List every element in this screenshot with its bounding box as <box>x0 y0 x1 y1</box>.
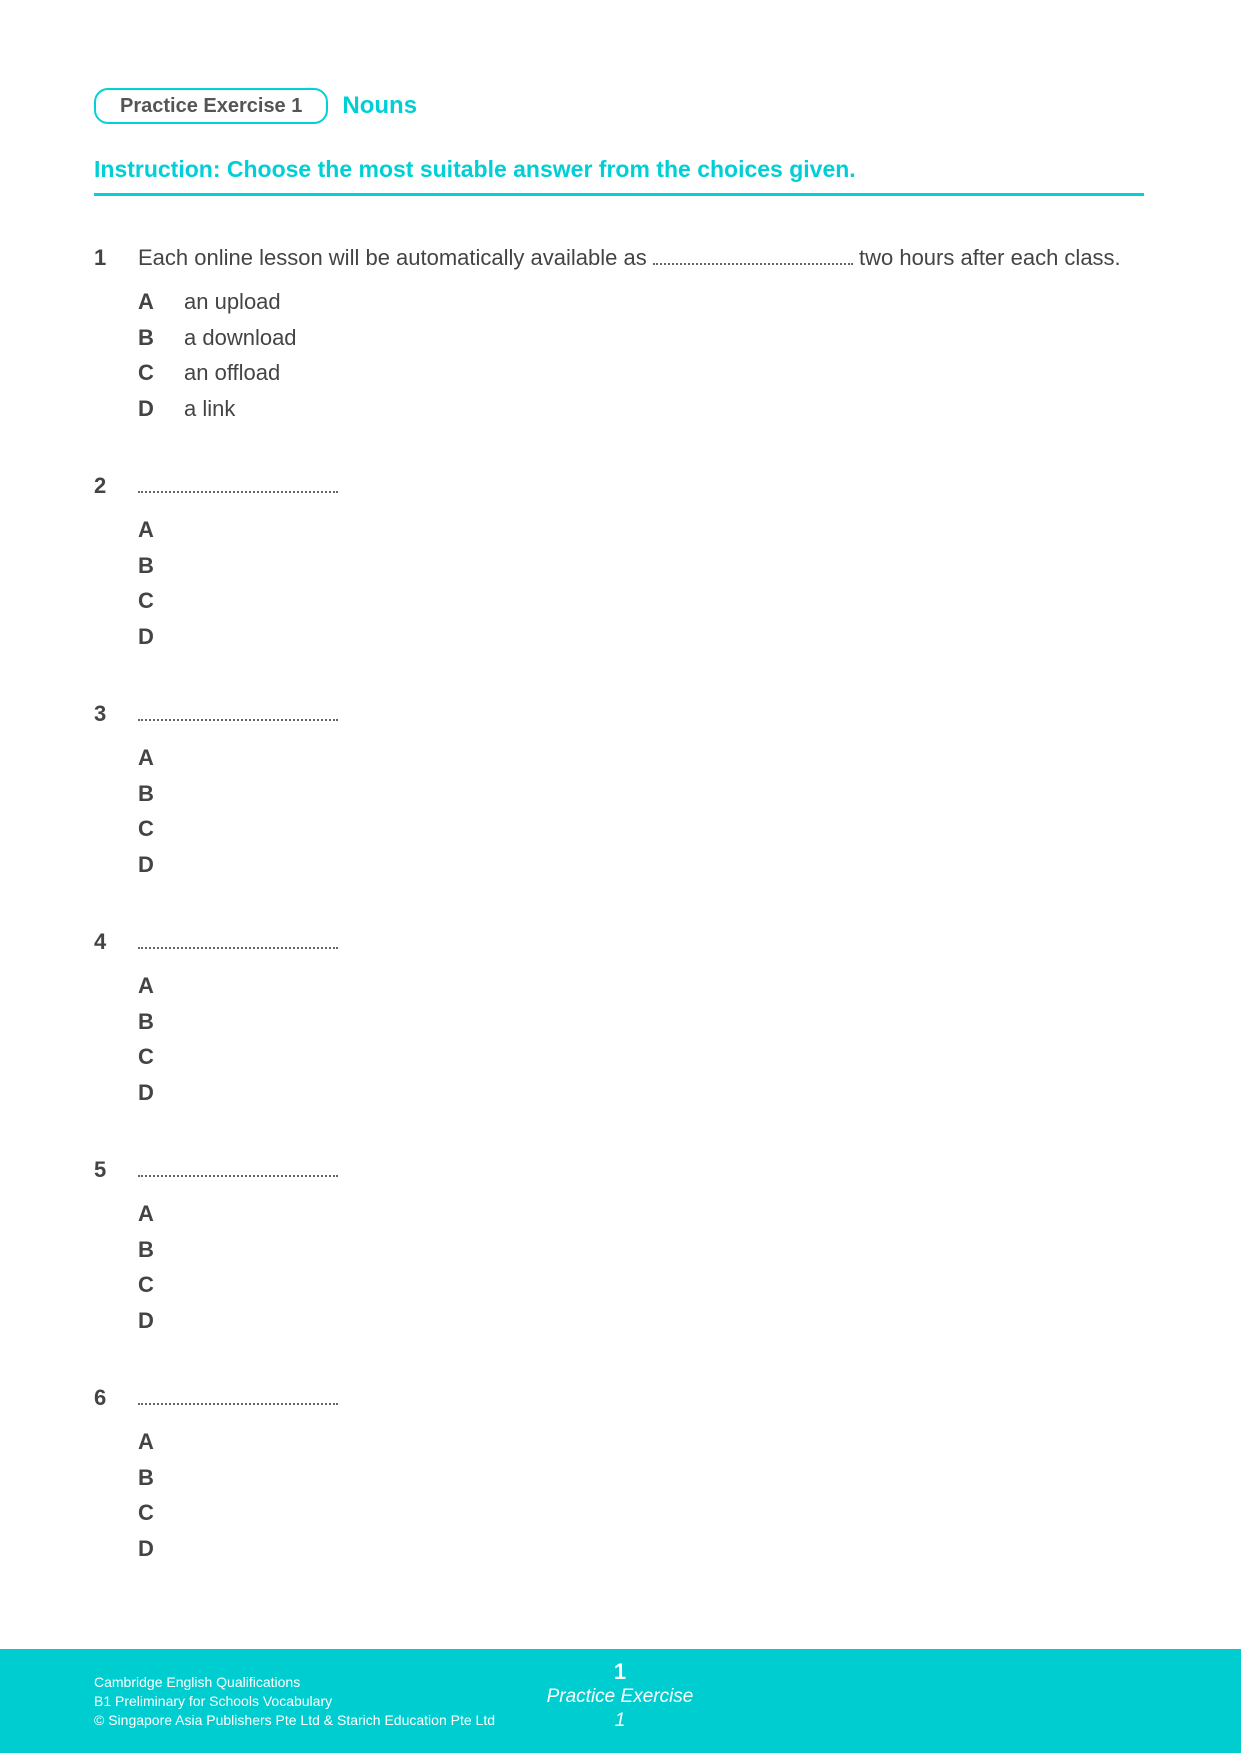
option-letter: D <box>138 851 154 877</box>
option-letter: B <box>138 552 154 578</box>
question-text-before: Each online lesson will be automatically available as <box>138 245 647 270</box>
option-letter: C <box>138 588 154 613</box>
option-letter: B <box>138 780 154 806</box>
answer-option <box>138 1531 1134 1567</box>
question-item <box>94 1382 1134 1596</box>
answer-option <box>138 391 1134 427</box>
page-footer <box>0 1649 1241 1753</box>
answer-blank <box>138 1155 338 1177</box>
instruction-text: Instruction: Choose the most suitable answer from the choices given. <box>94 156 1144 196</box>
exercise-label-pill: Practice Exercise 1 <box>94 88 328 124</box>
answer-option <box>138 355 1134 391</box>
answer-options <box>138 968 1134 1110</box>
question-number: 3 <box>94 701 107 726</box>
question-item <box>94 926 1134 1140</box>
option-letter: C <box>138 1044 154 1069</box>
question-item <box>94 698 1134 912</box>
answer-options <box>138 740 1134 882</box>
answer-option <box>138 776 1134 812</box>
option-letter: A <box>138 1429 154 1454</box>
answer-option <box>138 1004 1134 1040</box>
option-letter: D <box>138 1079 154 1105</box>
option-letter: A <box>138 517 154 542</box>
answer-blank <box>138 699 338 721</box>
answer-option <box>138 1460 1134 1496</box>
question-text <box>138 470 1134 502</box>
question-item <box>94 1154 1134 1368</box>
option-letter: C <box>138 1500 154 1525</box>
option-letter: D <box>138 623 154 649</box>
option-letter: B <box>138 1008 154 1034</box>
answer-option <box>138 512 1134 548</box>
credit-line: B1 Preliminary for Schools Vocabulary <box>94 1693 333 1709</box>
answer-options <box>138 284 1134 426</box>
question-item <box>94 470 1134 684</box>
answer-option <box>138 1495 1134 1531</box>
answer-option <box>138 1039 1134 1075</box>
question-text <box>138 698 1134 730</box>
option-text: an upload <box>184 289 281 314</box>
footer-credits <box>94 1673 495 1730</box>
option-letter: B <box>138 1464 154 1490</box>
option-letter: D <box>138 1307 154 1333</box>
question-number: 2 <box>94 473 107 498</box>
question-number: 1 <box>94 245 107 270</box>
answer-option <box>138 548 1134 584</box>
question-text-after: two hours after each class. <box>858 245 1121 270</box>
option-letter: B <box>138 1236 154 1262</box>
option-letter: C <box>138 816 154 841</box>
question-number: 5 <box>94 1157 107 1182</box>
answer-options <box>138 1196 1134 1338</box>
question-text <box>138 1154 1134 1186</box>
option-text: a link <box>184 395 236 421</box>
option-letter: D <box>138 1535 154 1561</box>
answer-option <box>138 1232 1134 1268</box>
option-text: an offload <box>184 360 281 385</box>
answer-option <box>138 1267 1134 1303</box>
answer-option <box>138 320 1134 356</box>
answer-option <box>138 811 1134 847</box>
answer-blank <box>138 471 338 493</box>
answer-option <box>138 740 1134 776</box>
page-indicator <box>540 1659 700 1733</box>
question-item <box>94 242 1134 456</box>
answer-option <box>138 619 1134 655</box>
answer-blank <box>138 1383 338 1405</box>
answer-option <box>138 1303 1134 1339</box>
answer-options <box>138 1424 1134 1566</box>
option-letter: C <box>138 360 154 385</box>
answer-option <box>138 1196 1134 1232</box>
option-text: a download <box>184 324 297 350</box>
option-letter: D <box>138 395 154 421</box>
option-letter: A <box>138 745 154 770</box>
question-text <box>138 242 1134 274</box>
option-letter: A <box>138 289 154 314</box>
option-letter: B <box>138 324 154 350</box>
answer-options <box>138 512 1134 654</box>
credit-line: © Singapore Asia Publishers Pte Ltd & Starich Education Pte Ltd <box>94 1712 495 1728</box>
answer-option <box>138 583 1134 619</box>
page-title: Practice Exercise 1 <box>546 1686 694 1731</box>
credit-line: Cambridge English Qualifications <box>94 1674 301 1690</box>
answer-option <box>138 847 1134 883</box>
option-letter: A <box>138 973 154 998</box>
answer-option <box>138 284 1134 320</box>
option-letter: A <box>138 1201 154 1226</box>
page-number: 1 <box>613 1659 627 1684</box>
unit-title: Nouns <box>342 92 418 119</box>
answer-blank <box>138 927 338 949</box>
answer-option <box>138 1075 1134 1111</box>
answer-blank <box>653 243 853 265</box>
answer-option <box>138 968 1134 1004</box>
answer-option <box>138 1424 1134 1460</box>
question-text <box>138 1382 1134 1414</box>
option-letter: C <box>138 1272 154 1297</box>
question-number: 4 <box>94 929 107 954</box>
question-number: 6 <box>94 1385 107 1410</box>
question-list <box>94 242 1134 1610</box>
exercise-header <box>94 88 417 124</box>
question-text <box>138 926 1134 958</box>
